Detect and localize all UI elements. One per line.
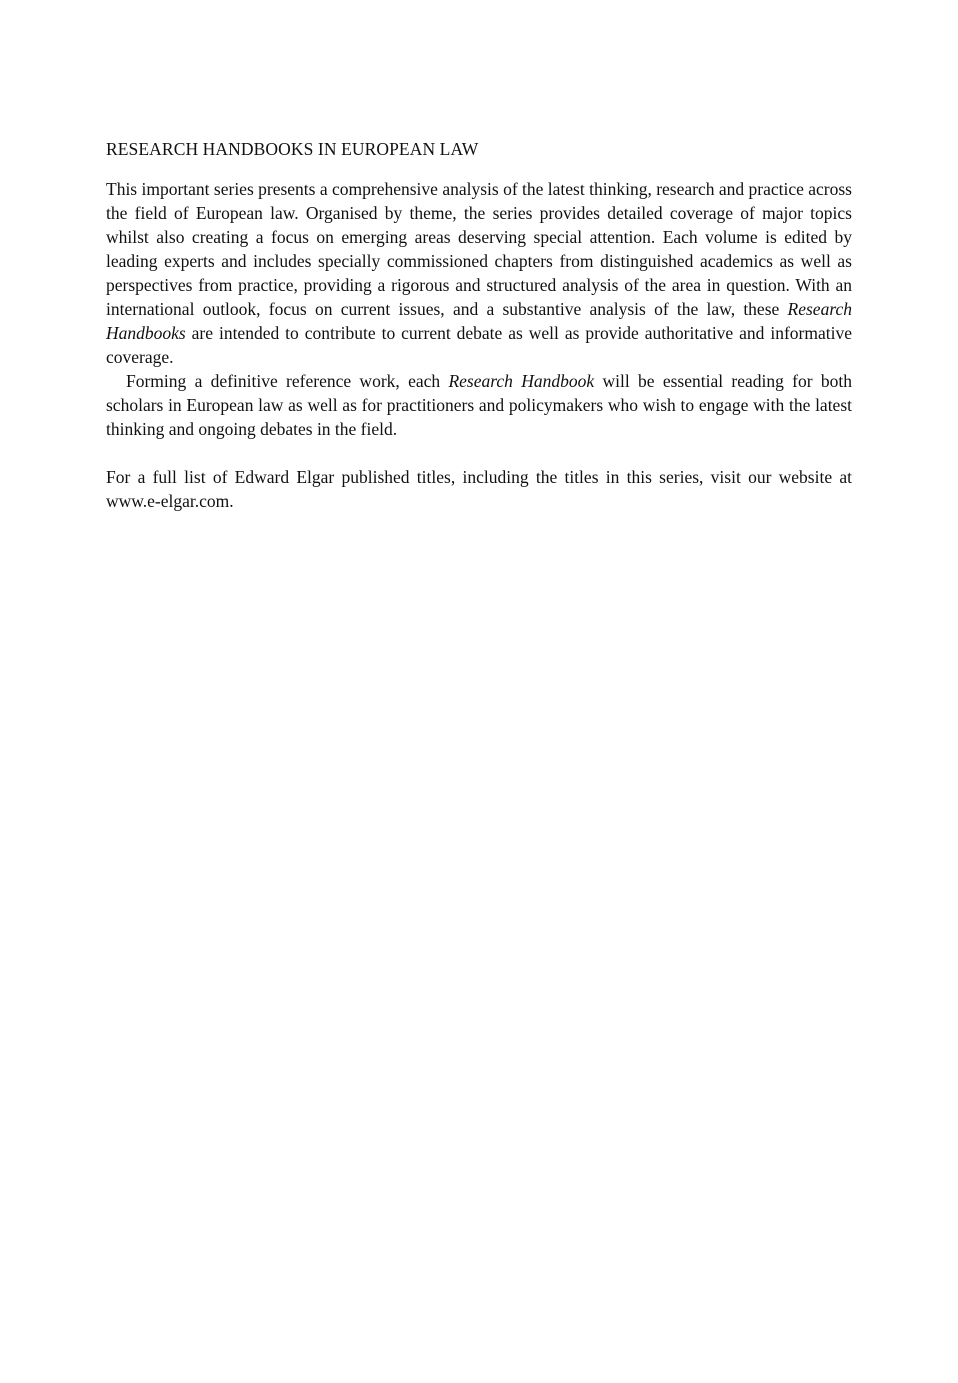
paragraph-text: are intended to contribute to current debate as well as provide authoritative and informative coverage. <box>106 323 852 367</box>
series-title: RESEARCH HANDBOOKS IN EUROPEAN LAW <box>106 139 479 159</box>
page-content <box>106 137 852 513</box>
paragraph-text: will be essential reading for both scholars in European law as well as for practitioners and policymakers who wish to engage with the latest thinking and ongoing debates in the field. <box>106 371 853 439</box>
italic-series-name: Research Handbooks <box>106 299 852 343</box>
publisher-website-paragraph: For a full list of Edward Elgar published titles, including the titles in this series, visit our website at www.e-elgar.com. <box>106 467 852 511</box>
paragraph-text: Forming a definitive reference work, each <box>126 371 449 391</box>
italic-handbook-name: Research Handbook <box>448 371 595 391</box>
paragraph-text: This important series presents a comprehensive analysis of the latest thinking, research and practice across the field of European law. Organised by theme, the series provides detailed coverage of major topics whilst also creating a focus on emerging areas deserving special attention. Each volume is edited by leading experts and includes specially commissioned chapters from distinguished academics as well as perspectives from practice, providing a rigorous and structured analysis of the area in question. With an international outlook, focus on current issues, and a substantive analysis of the law, these <box>106 179 852 319</box>
reference-work-paragraph <box>106 369 852 441</box>
series-description-paragraph <box>106 177 852 369</box>
